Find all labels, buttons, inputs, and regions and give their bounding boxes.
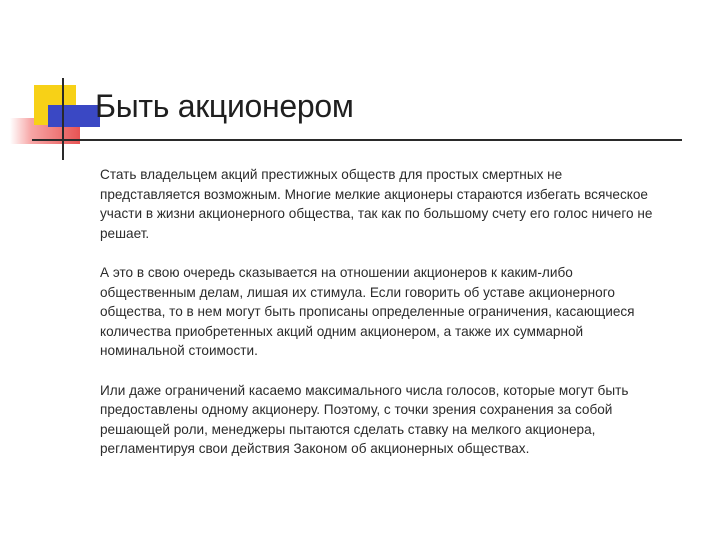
title-underline-rule [32, 139, 682, 141]
paragraph-2: А это в свою очередь сказывается на отношении акционеров к каким-либо общественным делам, лишая их стимула. Если говорить об уставе акционерного общества, то в нем могут быть прописаны определенные ограничения, касающиеся количества приобретенных акций одним акционером, а также их суммарной номинальной стоимости. [100, 265, 635, 358]
paragraph-1: Стать владельцем акций престижных обществ для простых смертных не представляется возможным. Многие мелкие акционеры стараются избегать всяческое участи в жизни акционерного общества, так как по большому счету его голос ничего не решает. [100, 167, 653, 241]
slide-title: Быть акционером [95, 88, 354, 124]
decorative-vertical-line [62, 78, 64, 160]
slide-body [100, 165, 660, 459]
paragraph-3: Или даже ограничений касаемо максимального числа голосов, которые могут быть предоставлены одному акционеру. Поэтому, с точки зрения сохранения за собой решающей роли, менеджеры пытаются сделать ставку на мелкого акционера, регламентируя свои действия Законом об акционерных обществах. [100, 382, 629, 456]
decorative-blue-block [48, 105, 100, 127]
